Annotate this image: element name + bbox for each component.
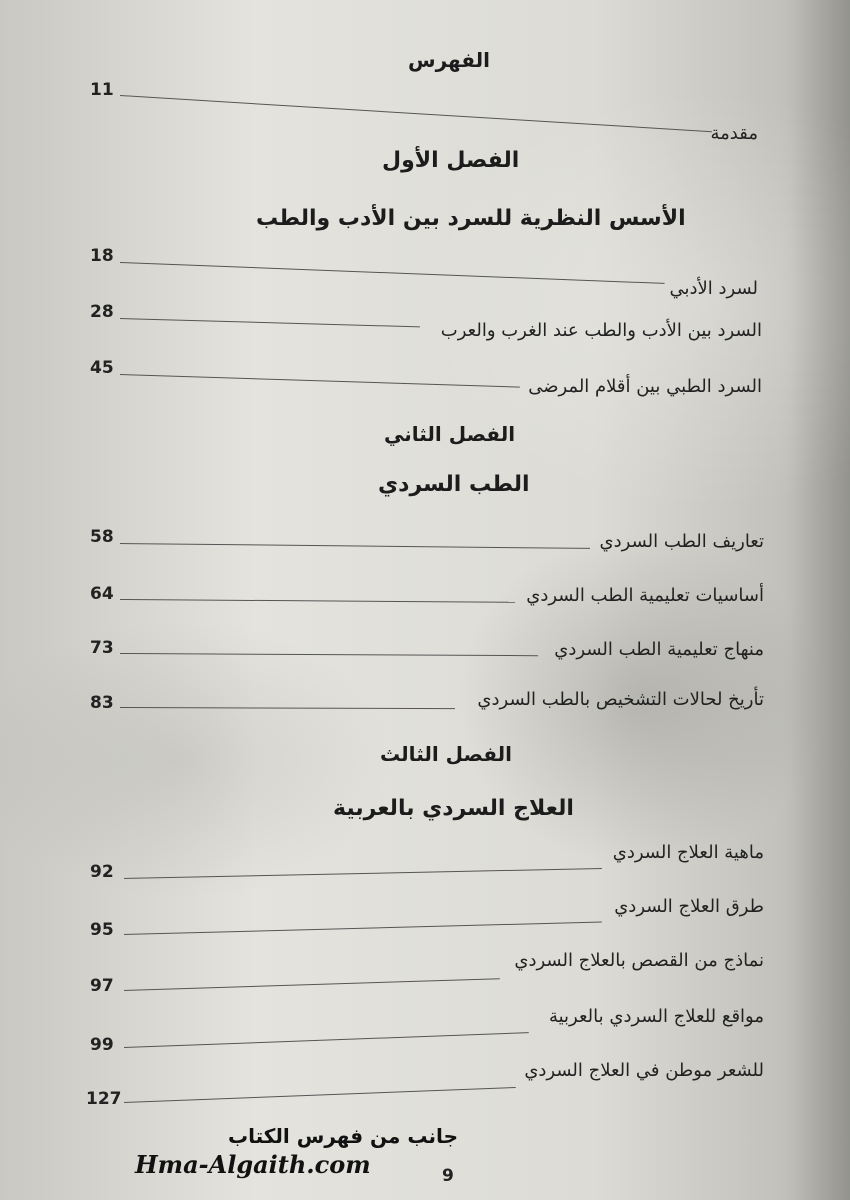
- chapter-2-subtitle: الطب السردي: [378, 472, 530, 497]
- leader-line: [124, 1087, 516, 1103]
- toc-entry: أساسيات تعليمية الطب السردي: [526, 585, 764, 606]
- leader-line: [124, 868, 602, 879]
- toc-entry: مواقع للعلاج السردي بالعربية: [548, 1006, 764, 1027]
- intro-entry: مقدمة: [710, 123, 758, 144]
- chapter-1-subtitle: الأسس النظرية للسرد بين الأدب والطب: [256, 206, 686, 231]
- entry-page-number: 99: [90, 1035, 114, 1055]
- chapter-3-subtitle: العلاج السردي بالعربية: [333, 796, 574, 821]
- leader-line: [120, 543, 590, 549]
- toc-entry: ماهية العلاج السردي: [612, 842, 764, 863]
- toc-entry: منهاج تعليمية الطب السردي: [554, 639, 764, 660]
- toc-title: الفهرس: [408, 48, 491, 72]
- leader-line: [120, 707, 455, 709]
- leader-line: [124, 921, 602, 935]
- leader-line: [124, 1032, 529, 1048]
- toc-entry: لسرد الأدبي: [669, 278, 758, 299]
- site-watermark: Hma-Algaith.com: [135, 1150, 371, 1179]
- photo-caption: جانب من فهرس الكتاب: [228, 1124, 458, 1148]
- leader-line: [120, 599, 515, 603]
- entry-page-number: 45: [90, 358, 114, 378]
- entry-page-number: 83: [90, 693, 114, 713]
- chapter-1-heading: الفصل الأول: [382, 148, 520, 173]
- leader-line: [120, 262, 665, 284]
- toc-entry: نماذج من القصص بالعلاج السردي: [514, 950, 764, 971]
- toc-entry: تأريخ لحالات التشخيص بالطب السردي: [477, 689, 764, 710]
- chapter-2-heading: الفصل الثاني: [384, 422, 516, 446]
- toc-entry: للشعر موطن في العلاج السردي: [524, 1060, 764, 1081]
- entry-page-number: 97: [90, 976, 114, 996]
- page-edge-shadow: [790, 0, 850, 1200]
- entry-page-number: 64: [90, 584, 114, 604]
- page-folio: 9: [442, 1166, 454, 1186]
- toc-entry: طرق العلاج السردي: [614, 896, 764, 917]
- entry-page-number: 95: [90, 920, 114, 940]
- toc-entry: السرد الطبي بين أقلام المرضى: [528, 376, 762, 397]
- entry-page-number: 92: [90, 862, 114, 882]
- entry-page-number: 73: [90, 638, 114, 658]
- intro-page-number: 11: [90, 80, 114, 100]
- entry-page-number: 58: [90, 527, 114, 547]
- leader-line: [120, 318, 420, 327]
- leader-line: [120, 374, 520, 388]
- leader-line: [120, 653, 538, 656]
- entry-page-number: 18: [90, 246, 114, 266]
- toc-entry: تعاريف الطب السردي: [599, 531, 764, 552]
- entry-page-number: 127: [86, 1089, 122, 1109]
- toc-entry: السرد بين الأدب والطب عند الغرب والعرب: [440, 320, 762, 341]
- leader-line: [124, 978, 500, 991]
- entry-page-number: 28: [90, 302, 114, 322]
- chapter-3-heading: الفصل الثالث: [380, 742, 513, 766]
- leader-line: [120, 95, 712, 132]
